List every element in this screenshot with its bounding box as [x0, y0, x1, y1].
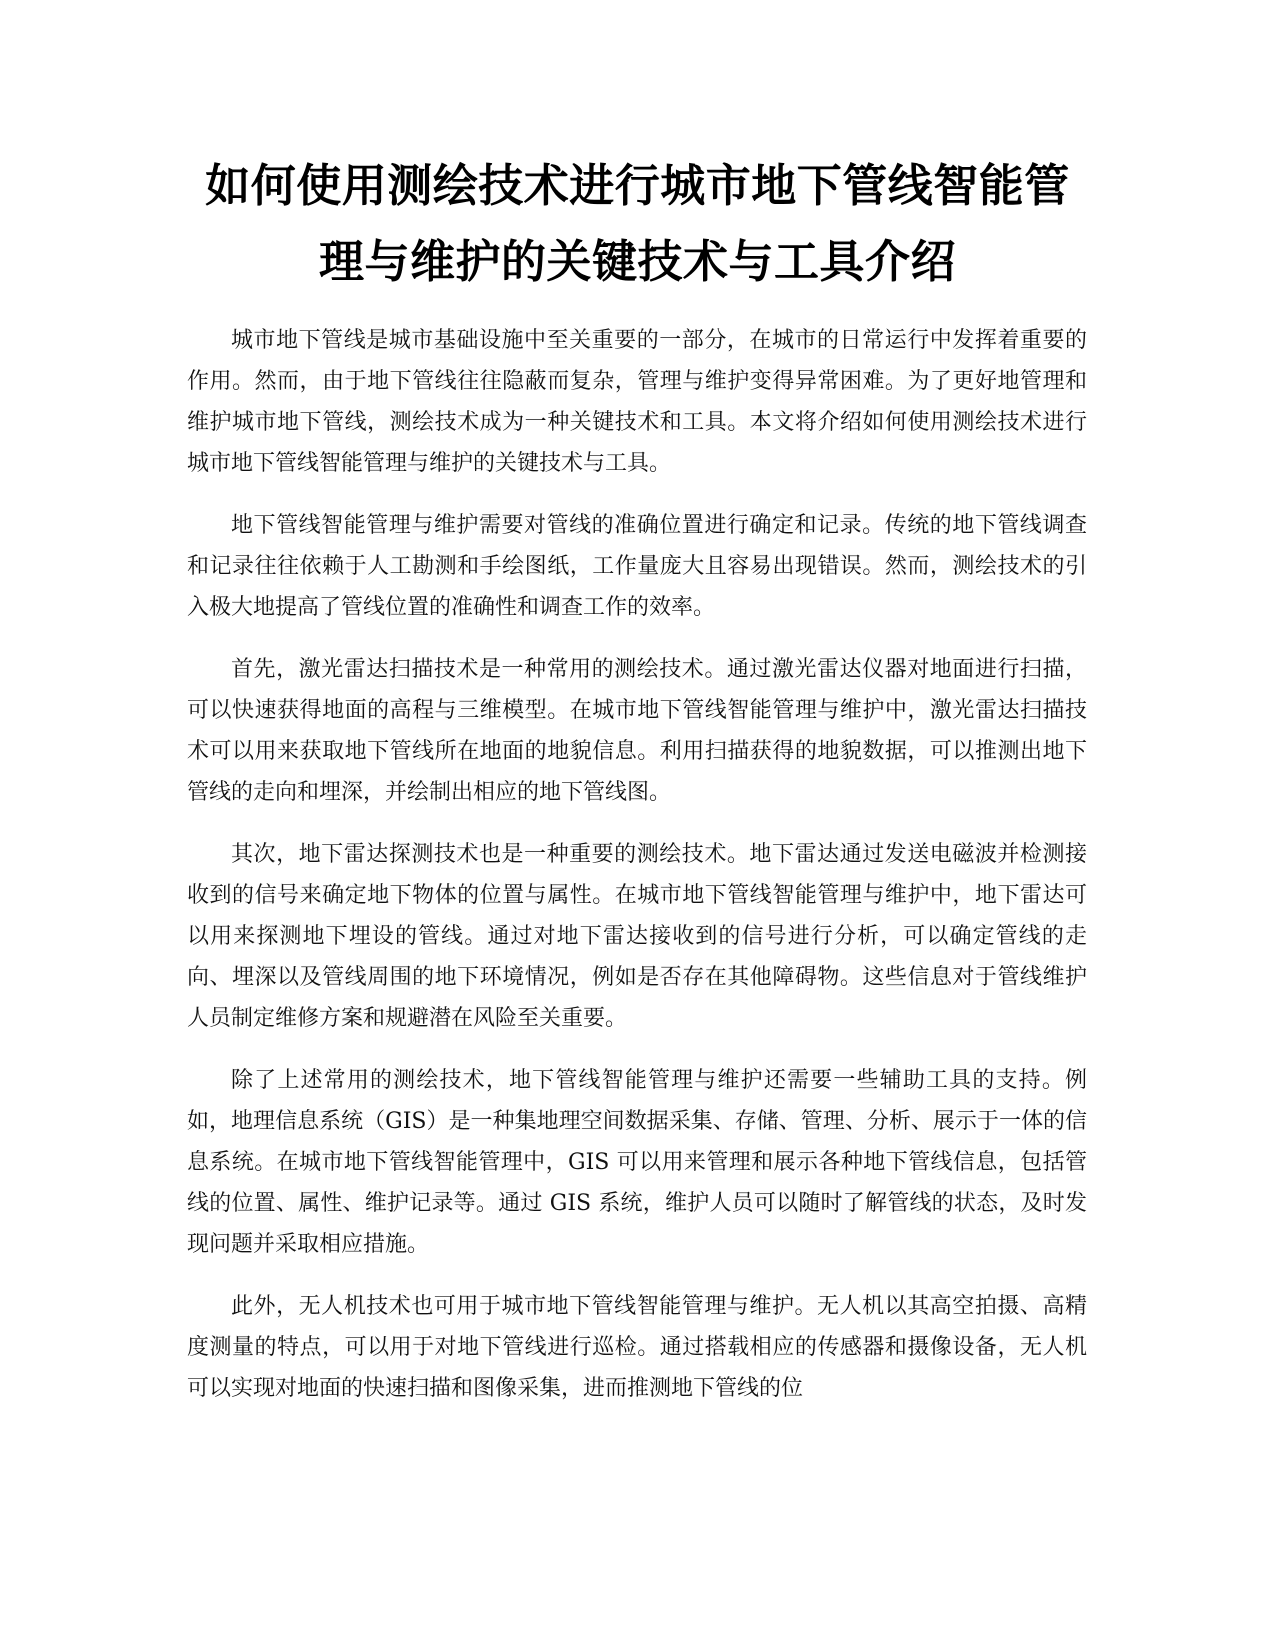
paragraph-drone: 此外，无人机技术也可用于城市地下管线智能管理与维护。无人机以其高空拍摄、高精度测量的特点，可以用于对地下管线进行巡检。通过搭载相应的传感器和摄像设备，无人机可以实现对地面的快速扫描和图像采集，进而推测地下管线的位: [187, 1294, 1087, 1401]
title-line-2: 理与维护的关键技术与工具介绍: [318, 235, 956, 288]
document-body: [187, 320, 1087, 1430]
paragraph-lidar: 首先，激光雷达扫描技术是一种常用的测绘技术。通过激光雷达仪器对地面进行扫描，可以快速获得地面的高程与三维模型。在城市地下管线智能管理与维护中，激光雷达扫描技术可以用来获取地下管线所在地面的地貌信息。利用扫描获得的地貌数据，可以推测出地下管线的走向和埋深，并绘制出相应的地下管线图。: [187, 657, 1087, 805]
title-line-1: 如何使用测绘技术进行城市地下管线智能管: [205, 159, 1070, 212]
paragraph-intro: 城市地下管线是城市基础设施中至关重要的一部分，在城市的日常运行中发挥着重要的作用。然而，由于地下管线往往隐蔽而复杂，管理与维护变得异常困难。为了更好地管理和维护城市地下管线，测绘技术成为一种关键技术和工具。本文将介绍如何使用测绘技术进行城市地下管线智能管理与维护的关键技术与工具。: [187, 328, 1087, 476]
paragraph-positioning: 地下管线智能管理与维护需要对管线的准确位置进行确定和记录。传统的地下管线调查和记录往往依赖于人工勘测和手绘图纸，工作量庞大且容易出现错误。然而，测绘技术的引入极大地提高了管线位置的准确性和调查工作的效率。: [187, 513, 1087, 620]
document-title: [180, 148, 1095, 300]
paragraph-ground-radar: 其次，地下雷达探测技术也是一种重要的测绘技术。地下雷达通过发送电磁波并检测接收到的信号来确定地下物体的位置与属性。在城市地下管线智能管理与维护中，地下雷达可以用来探测地下埋设的管线。通过对地下雷达接收到的信号进行分析，可以确定管线的走向、埋深以及管线周围的地下环境情况，例如是否存在其他障碍物。这些信息对于管线维护人员制定维修方案和规避潜在风险至关重要。: [187, 842, 1087, 1031]
paragraph-gis: 除了上述常用的测绘技术，地下管线智能管理与维护还需要一些辅助工具的支持。例如，地理信息系统（GIS）是一种集地理空间数据采集、存储、管理、分析、展示于一体的信息系统。在城市地下管线智能管理中，GIS 可以用来管理和展示各种地下管线信息，包括管线的位置、属性、维护记录等。通过 GIS 系统，维护人员可以随时了解管线的状态，及时发现问题并采取相应措施。: [187, 1068, 1087, 1257]
